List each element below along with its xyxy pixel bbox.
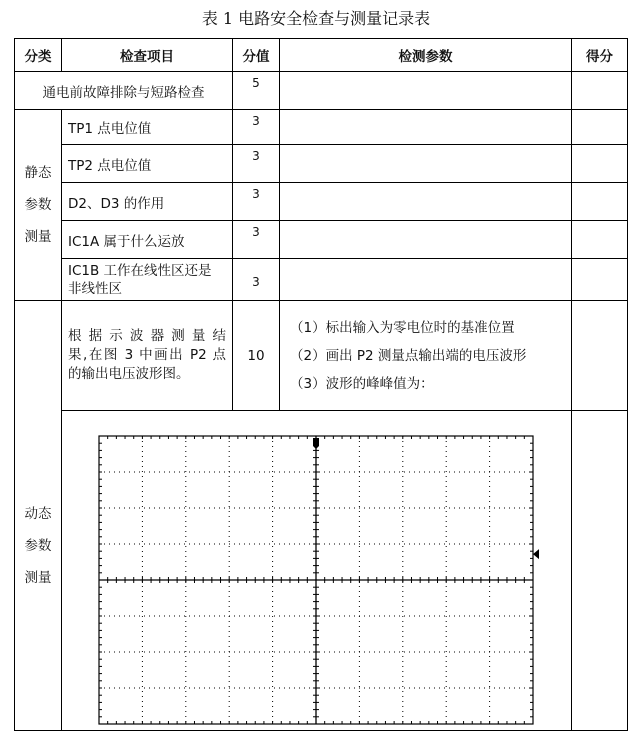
static-earned-ic1a[interactable] [572, 221, 628, 259]
dynamic-cat-line3: 测量 [24, 569, 52, 586]
dynamic-param-3: （3）波形的峰峰值为： [290, 375, 434, 392]
dynamic-params [280, 301, 572, 411]
static-earned-tp1[interactable] [572, 110, 628, 145]
static-item-ic1b [62, 259, 233, 301]
header-score: 分值 [233, 39, 280, 72]
dynamic-earned[interactable] [572, 301, 628, 411]
dynamic-cat-line2: 参数 [24, 537, 52, 554]
static-cat-line3: 测量 [24, 229, 52, 245]
oscilloscope-earned[interactable] [572, 411, 628, 731]
header-params: 检测参数 [280, 39, 572, 72]
dynamic-cat-line1: 动态 [24, 505, 52, 522]
dynamic-param-1: （1）标出输入为零电位时的基准位置 [290, 319, 515, 336]
static-item-d2d3: D2、D3 的作用 [62, 183, 233, 221]
dynamic-category [15, 301, 62, 731]
static-earned-ic1b[interactable] [572, 259, 628, 301]
static-params-ic1b[interactable] [280, 259, 572, 301]
static-cat-line1: 静态 [24, 165, 52, 181]
static-item-tp2: TP2 点电位值 [62, 145, 233, 183]
oscilloscope-grid[interactable] [62, 411, 572, 730]
pre-check-earned[interactable] [572, 72, 628, 110]
pre-check-params[interactable] [280, 72, 572, 110]
static-params-tp1[interactable] [280, 110, 572, 145]
static-item-ic1b-line2: 非线性区 [68, 280, 122, 297]
dynamic-score: 10 [233, 301, 280, 411]
static-params-ic1a[interactable] [280, 221, 572, 259]
static-item-tp1: TP1 点电位值 [62, 110, 233, 145]
dynamic-param-2: （2）画出 P2 测量点输出端的电压波形 [290, 347, 527, 364]
static-item-ic1a: IC1A 属于什么运放 [62, 221, 233, 259]
static-score-tp1: 3 [233, 110, 280, 145]
static-score-ic1a: 3 [233, 221, 280, 259]
dynamic-item-line2: 果,在图 3 中画出 P2 点 [68, 347, 226, 363]
static-cat-line2: 参数 [24, 197, 52, 213]
dynamic-item-line3: 的输出电压波形图。 [68, 366, 190, 382]
static-category [15, 110, 62, 301]
header-item: 检查项目 [62, 39, 233, 72]
static-params-d2d3[interactable] [280, 183, 572, 221]
static-earned-tp2[interactable] [572, 145, 628, 183]
static-score-tp2: 3 [233, 145, 280, 183]
static-score-d2d3: 3 [233, 183, 280, 221]
pre-check-score: 5 [233, 72, 280, 110]
pre-check-item: 通电前故障排除与短路检查 [15, 72, 233, 110]
oscilloscope-cell [62, 411, 572, 731]
trigger-marker-icon [313, 438, 319, 449]
static-item-ic1b-line1: IC1B 工作在线性区还是 [68, 262, 212, 279]
record-table [14, 38, 628, 731]
table-title: 表 1 电路安全检查与测量记录表 [201, 9, 431, 28]
header-earned: 得分 [572, 39, 628, 72]
header-category: 分类 [15, 39, 62, 72]
static-score-ic1b: 3 [233, 259, 280, 301]
level-marker-icon [533, 549, 539, 559]
static-earned-d2d3[interactable] [572, 183, 628, 221]
static-params-tp2[interactable] [280, 145, 572, 183]
dynamic-item [62, 301, 233, 411]
dynamic-item-line1: 根 据 示 波 器 测 量 结 [68, 328, 226, 344]
